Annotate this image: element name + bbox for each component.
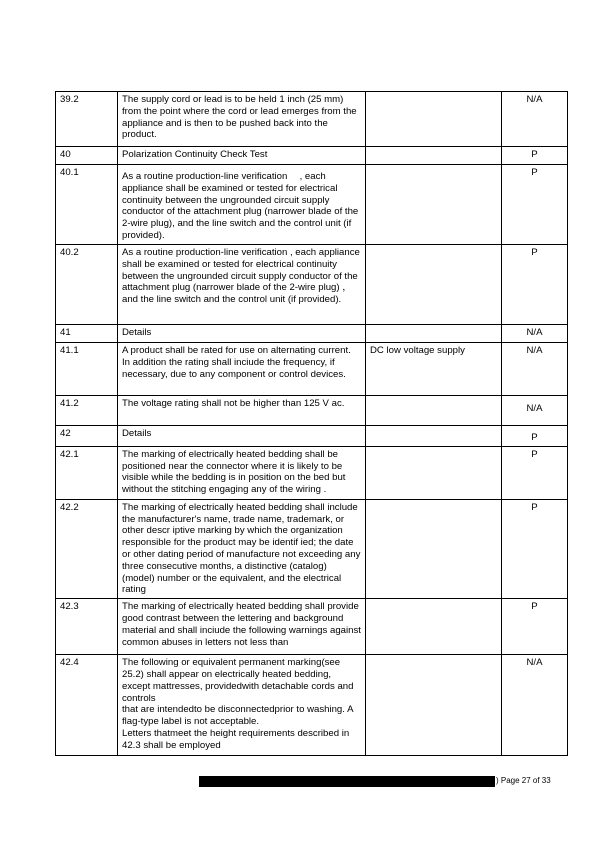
result-cell	[366, 499, 502, 598]
clause-cell: 42.1	[56, 446, 118, 499]
requirement-cell: The voltage rating shall not be higher than 125 V ac.	[118, 396, 366, 426]
result-cell	[366, 655, 502, 756]
clause-cell: 42	[56, 426, 118, 447]
requirement-cell: As a routine production-line verification , each appliance shall be examined or tested for electrical continuity between the ungrounded circuit supply conductor of the attachment plug (narrower blade of the 2-wire plug) ， and the line switch and the control unit (if provided).	[118, 245, 366, 325]
verdict-cell: P	[502, 499, 568, 598]
clause-cell: 41	[56, 325, 118, 343]
clause-cell: 41.2	[56, 396, 118, 426]
table-row	[56, 165, 568, 245]
requirement-cell: Details	[118, 325, 366, 343]
table-row	[56, 245, 568, 325]
table-row	[56, 396, 568, 426]
requirement-cell: A product shall be rated for use on alternating current. In addition the rating shall inciude the frequency, if necessary, due to any component or control devices.	[118, 343, 366, 396]
clause-cell: 42.4	[56, 655, 118, 756]
verdict-cell: N/A	[502, 92, 568, 147]
verdict-cell: P	[502, 245, 568, 325]
test-report-table	[55, 91, 568, 756]
result-cell	[366, 599, 502, 655]
requirement-cell: The supply cord or lead is to be held 1 inch (25 mm) from the point where the cord or lead emerges from the appliance and is then to be pushed back into the product.	[118, 92, 366, 147]
page-number: ) Page 27 of 33	[496, 776, 551, 785]
table-row	[56, 426, 568, 447]
requirement-cell: Polarization Continuity Check Test	[118, 147, 366, 165]
verdict-cell: P	[502, 599, 568, 655]
table-row	[56, 147, 568, 165]
table-body	[56, 92, 568, 756]
result-cell	[366, 165, 502, 245]
table-row	[56, 92, 568, 147]
result-cell	[366, 325, 502, 343]
verdict-cell: P	[502, 426, 568, 447]
verdict-cell: P	[502, 446, 568, 499]
clause-cell: 39.2	[56, 92, 118, 147]
table-row	[56, 343, 568, 396]
clause-cell: 40.1	[56, 165, 118, 245]
requirement-cell: The marking of electrically heated bedding shall include the manufacturer's name, trade name, trademark, or other descr iptive marking by which the organization responsible for the product may be identif ied; the date or other dating period of manufacture not exceeding any three consecutive months, a distinctive (catalog) (model) number or the equivalent, and the electrical rating	[118, 499, 366, 598]
verdict-cell: N/A	[502, 396, 568, 426]
table-row	[56, 599, 568, 655]
clause-cell: 42.3	[56, 599, 118, 655]
result-cell	[366, 245, 502, 325]
requirement-cell: As a routine production-line verification , each appliance shall be examined or tested for electrical continuity between the ungrounded circuit supply conductor of the attachment plug (narrower blade of the 2-wire plug), and the line switch and the control unit (if provided).	[118, 165, 366, 245]
verdict-cell: N/A	[502, 325, 568, 343]
requirement-cell: The marking of electrically heated bedding shall be positioned near the connector where it is likely to be visible while the bedding is in position on the bed but without the stitching engaging any of the wiring .	[118, 446, 366, 499]
table-row	[56, 499, 568, 598]
result-cell	[366, 426, 502, 447]
result-cell	[366, 92, 502, 147]
clause-cell: 42.2	[56, 499, 118, 598]
verdict-cell: N/A	[502, 655, 568, 756]
verdict-cell: P	[502, 165, 568, 245]
redacted-bar	[199, 776, 495, 787]
result-cell	[366, 396, 502, 426]
result-cell	[366, 147, 502, 165]
requirement-cell: Details	[118, 426, 366, 447]
requirement-cell: The marking of electrically heated bedding shall provide good contrast between the lettering and background material and shall inciude the following warnings against common abuses in letters not less than	[118, 599, 366, 655]
result-cell: DC low voltage supply	[366, 343, 502, 396]
clause-cell: 41.1	[56, 343, 118, 396]
table-row	[56, 446, 568, 499]
clause-cell: 40	[56, 147, 118, 165]
requirement-cell: The following or equivalent permanent marking(see 25.2) shall appear on electrically heated bedding, except mattresses, providedwith detachable cords and controls that are intendedto be disconnectedprior to washing. A flag-type label is not acceptable. Letters thatmeet the height requirements described in 42.3 shall be employed	[118, 655, 366, 756]
table-row	[56, 325, 568, 343]
verdict-cell: P	[502, 147, 568, 165]
verdict-cell: N/A	[502, 343, 568, 396]
result-cell	[366, 446, 502, 499]
clause-cell: 40.2	[56, 245, 118, 325]
table-row	[56, 655, 568, 756]
